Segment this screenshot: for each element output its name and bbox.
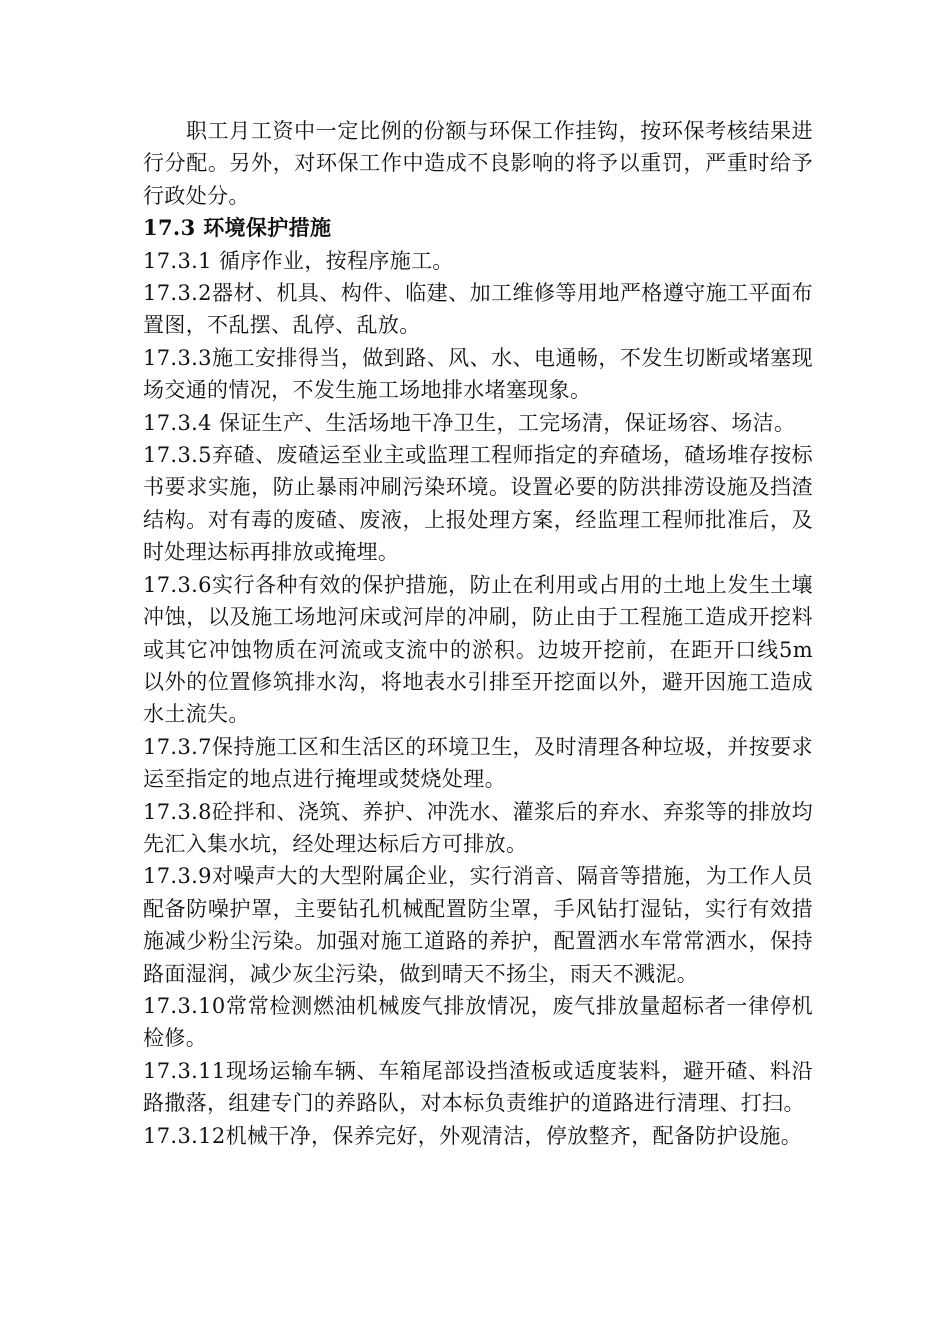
item-17-3-7: 17.3.7保持施工区和生活区的环境卫生，及时清理各种垃圾，并按要求运至指定的地点进行掩埋或焚烧处理。	[143, 734, 813, 792]
item-17-3-12: 17.3.12机械干净，保养完好，外观清洁，停放整齐，配备防护设施。	[143, 1123, 803, 1148]
document-page	[143, 115, 813, 1152]
intro-paragraph: 职工月工资中一定比例的份额与环保工作挂钩，按环保考核结果进行分配。另外，对环保工作中造成不良影响的将予以重罚，严重时给予行政处分。	[143, 119, 813, 208]
item-17-3-10: 17.3.10常常检测燃油机械废气排放情况，废气排放量超标者一律停机检修。	[143, 993, 813, 1051]
item-17-3-5: 17.3.5弃碴、废碴运至业主或监理工程师指定的弃碴场，碴场堆存按标书要求实施，防止暴雨冲刷污染环境。设置必要的防洪排涝设施及挡渣结构。对有毒的废碴、废液，上报处理方案，经监理工程师批准后，及时处理达标再排放或掩埋。	[143, 443, 813, 565]
item-17-3-3: 17.3.3施工安排得当，做到路、风、水、电通畅，不发生切断或堵塞现场交通的情况，不发生施工场地排水堵塞现象。	[143, 345, 813, 403]
item-17-3-1: 17.3.1 循序作业，按程序施工。	[143, 248, 454, 273]
item-17-3-4: 17.3.4 保证生产、生活场地干净卫生，工完场清，保证场容、场洁。	[143, 410, 796, 435]
item-17-3-11: 17.3.11现场运输车辆、车箱尾部设挡渣板或适度装料，避开碴、料沿路撒落，组建专门的养路队，对本标负责维护的道路进行清理、打扫。	[143, 1058, 813, 1116]
section-heading: 17.3 环境保护措施	[143, 215, 332, 241]
item-17-3-2: 17.3.2器材、机具、构件、临建、加工维修等用地严格遵守施工平面布置图，不乱摆、乱停、乱放。	[143, 281, 813, 338]
item-17-3-9: 17.3.9对噪声大的大型附属企业，实行消音、隔音等措施，为工作人员配备防噪护罩，主要钻孔机械配置防尘罩，手风钻打湿钻，实行有效措施减少粉尘污染。加强对施工道路的养护，配置洒水车常常洒水，保持路面湿润，减少灰尘污染，做到晴天不扬尘，雨天不溅泥。	[143, 864, 813, 986]
item-17-3-6: 17.3.6实行各种有效的保护措施，防止在利用或占用的土地上发生土壤冲蚀，以及施工场地河床或河岸的冲刷，防止由于工程施工造成开挖料或其它冲蚀物质在河流或支流中的淤积。边坡开挖前，在距开口线5m以外的位置修筑排水沟，将地表水引排至开挖面以外，避开因施工造成水土流失。	[143, 572, 813, 727]
item-17-3-8: 17.3.8砼拌和、浇筑、养护、冲洗水、灌浆后的弃水、弃浆等的排放均先汇入集水坑，经处理达标后方可排放。	[143, 799, 813, 856]
